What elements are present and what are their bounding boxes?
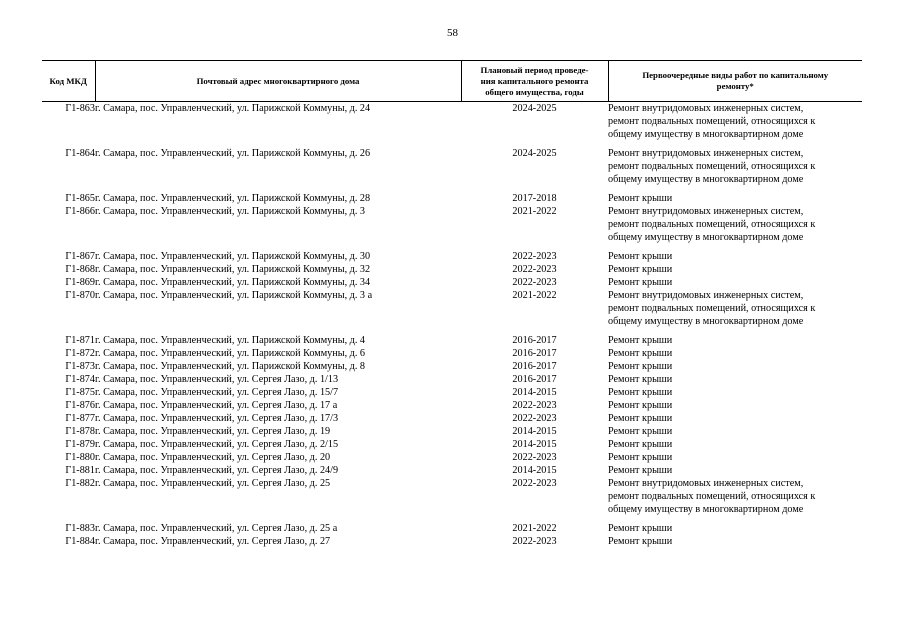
mkd-code: Г1-869 [65, 277, 95, 288]
postal-address: г. Самара, пос. Управленческий, ул. Сергея Лазо, д. 20 [95, 452, 331, 463]
table-header [42, 61, 862, 102]
table-row [42, 535, 862, 548]
repair-works [608, 334, 862, 347]
repair-works [608, 522, 862, 535]
repair-works [608, 386, 862, 399]
mkd-code: Г1-883 [65, 523, 95, 534]
repair-works [608, 477, 862, 522]
repair-works-line: Ремонт крыши [608, 452, 673, 463]
table-row [42, 412, 862, 425]
header-works: Первоочередные виды работ по капитальному ремонту* [608, 61, 862, 102]
repair-works-line: Ремонт крыши [608, 536, 673, 547]
repair-works [608, 425, 862, 438]
mkd-code: Г1-874 [65, 374, 95, 385]
repair-period: 2022-2023 [512, 413, 557, 424]
mkd-code: Г1-864 [65, 148, 95, 159]
mkd-code: Г1-881 [65, 465, 95, 476]
housing-register-table [42, 60, 862, 548]
repair-works-line: Ремонт крыши [608, 251, 673, 262]
repair-works-line: Ремонт крыши [608, 523, 673, 534]
postal-address: г. Самара, пос. Управленческий, ул. Парижской Коммуны, д. 24 [95, 103, 371, 114]
postal-address: г. Самара, пос. Управленческий, ул. Сергея Лазо, д. 1/13 [95, 374, 339, 385]
repair-period: 2014-2015 [512, 439, 557, 450]
repair-works [608, 102, 862, 148]
repair-works [608, 250, 862, 263]
repair-period: 2014-2015 [512, 426, 557, 437]
repair-works [608, 347, 862, 360]
mkd-code: Г1-863 [65, 103, 95, 114]
repair-works-line: Ремонт крыши [608, 439, 673, 450]
repair-works [608, 192, 862, 205]
repair-period: 2021-2022 [512, 523, 557, 534]
repair-works-line: Ремонт крыши [608, 387, 673, 398]
repair-period: 2024-2025 [512, 148, 557, 159]
repair-works-line: Ремонт крыши [608, 413, 673, 424]
postal-address: г. Самара, пос. Управленческий, ул. Сергея Лазо, д. 2/15 [95, 439, 339, 450]
repair-works-line: Ремонт крыши [608, 361, 673, 372]
repair-works [608, 205, 862, 250]
repair-works [608, 412, 862, 425]
mkd-code: Г1-871 [65, 335, 95, 346]
mkd-code: Г1-882 [65, 478, 95, 489]
repair-works [608, 289, 862, 334]
repair-works-line: Ремонт внутридомовых инженерных систем, [608, 478, 804, 489]
page-number: 58 [447, 27, 458, 39]
repair-works-line: Ремонт крыши [608, 193, 673, 204]
repair-works [608, 399, 862, 412]
repair-works [608, 438, 862, 451]
repair-period: 2022-2023 [512, 400, 557, 411]
repair-works [608, 451, 862, 464]
postal-address: г. Самара, пос. Управленческий, ул. Парижской Коммуны, д. 26 [95, 148, 371, 159]
repair-period: 2014-2015 [512, 387, 557, 398]
repair-works-line: Ремонт внутридомовых инженерных систем, [608, 290, 804, 301]
header-period: Плановый период проведе- ния капитального ремонта общего имущества, годы [461, 61, 608, 102]
postal-address: г. Самара, пос. Управленческий, ул. Сергея Лазо, д. 25 а [95, 523, 338, 534]
repair-period: 2021-2022 [512, 206, 557, 217]
table-row [42, 425, 862, 438]
mkd-code: Г1-866 [65, 206, 95, 217]
repair-period: 2022-2023 [512, 536, 557, 547]
repair-works-line: общему имуществу в многоквартирном доме [608, 174, 804, 185]
repair-works-line: Ремонт внутридомовых инженерных систем, [608, 148, 804, 159]
postal-address: г. Самара, пос. Управленческий, ул. Сергея Лазо, д. 25 [95, 478, 331, 489]
mkd-code: Г1-870 [65, 290, 95, 301]
postal-address: г. Самара, пос. Управленческий, ул. Парижской Коммуны, д. 3 [95, 206, 366, 217]
table-row [42, 438, 862, 451]
table-row [42, 360, 862, 373]
table-row [42, 276, 862, 289]
repair-period: 2022-2023 [512, 264, 557, 275]
mkd-code: Г1-879 [65, 439, 95, 450]
repair-works-line: ремонт подвальных помещений, относящихся к [608, 161, 816, 172]
repair-works-line: Ремонт крыши [608, 400, 673, 411]
header-row [42, 61, 862, 102]
mkd-code: Г1-872 [65, 348, 95, 359]
repair-period: 2016-2017 [512, 361, 557, 372]
repair-period: 2024-2025 [512, 103, 557, 114]
postal-address: г. Самара, пос. Управленческий, ул. Сергея Лазо, д. 17/3 [95, 413, 339, 424]
postal-address: г. Самара, пос. Управленческий, ул. Парижской Коммуны, д. 8 [95, 361, 366, 372]
mkd-code: Г1-865 [65, 193, 95, 204]
repair-works [608, 373, 862, 386]
table-row [42, 250, 862, 263]
table-row [42, 102, 862, 148]
repair-period: 2022-2023 [512, 452, 557, 463]
repair-works-line: ремонт подвальных помещений, относящихся к [608, 116, 816, 127]
repair-works [608, 263, 862, 276]
repair-period: 2022-2023 [512, 478, 557, 489]
table-row [42, 399, 862, 412]
repair-works-line: ремонт подвальных помещений, относящихся к [608, 491, 816, 502]
mkd-code: Г1-880 [65, 452, 95, 463]
repair-works [608, 276, 862, 289]
repair-works-line: общему имуществу в многоквартирном доме [608, 316, 804, 327]
repair-period: 2016-2017 [512, 348, 557, 359]
postal-address: г. Самара, пос. Управленческий, ул. Сергея Лазо, д. 19 [95, 426, 331, 437]
mkd-code: Г1-875 [65, 387, 95, 398]
mkd-code: Г1-873 [65, 361, 95, 372]
repair-period: 2014-2015 [512, 465, 557, 476]
repair-works-line: Ремонт внутридомовых инженерных систем, [608, 103, 804, 114]
postal-address: г. Самара, пос. Управленческий, ул. Парижской Коммуны, д. 34 [95, 277, 371, 288]
repair-period: 2022-2023 [512, 251, 557, 262]
postal-address: г. Самара, пос. Управленческий, ул. Парижской Коммуны, д. 32 [95, 264, 371, 275]
repair-period: 2022-2023 [512, 277, 557, 288]
table-row [42, 386, 862, 399]
table-row [42, 205, 862, 250]
mkd-code: Г1-867 [65, 251, 95, 262]
repair-works-line: Ремонт внутридомовых инженерных систем, [608, 206, 804, 217]
table-row [42, 263, 862, 276]
repair-works-line: Ремонт крыши [608, 277, 673, 288]
table-body [42, 102, 862, 549]
table-row [42, 347, 862, 360]
mkd-code: Г1-868 [65, 264, 95, 275]
table-row [42, 451, 862, 464]
repair-period: 2017-2018 [512, 193, 557, 204]
postal-address: г. Самара, пос. Управленческий, ул. Парижской Коммуны, д. 4 [95, 335, 366, 346]
postal-address: г. Самара, пос. Управленческий, ул. Сергея Лазо, д. 24/9 [95, 465, 339, 476]
table-row [42, 373, 862, 386]
repair-works-line: Ремонт крыши [608, 348, 673, 359]
table-row [42, 192, 862, 205]
mkd-code: Г1-877 [65, 413, 95, 424]
postal-address: г. Самара, пос. Управленческий, ул. Сергея Лазо, д. 17 а [95, 400, 338, 411]
repair-period: 2016-2017 [512, 335, 557, 346]
postal-address: г. Самара, пос. Управленческий, ул. Парижской Коммуны, д. 3 а [95, 290, 373, 301]
table-row [42, 464, 862, 477]
table-row [42, 147, 862, 192]
header-address: Почтовый адрес многоквартирного дома [95, 61, 461, 102]
repair-works-line: ремонт подвальных помещений, относящихся к [608, 303, 816, 314]
postal-address: г. Самара, пос. Управленческий, ул. Парижской Коммуны, д. 30 [95, 251, 371, 262]
repair-works-line: Ремонт крыши [608, 374, 673, 385]
mkd-code: Г1-884 [65, 536, 95, 547]
repair-works-line: общему имуществу в многоквартирном доме [608, 232, 804, 243]
repair-works [608, 147, 862, 192]
repair-period: 2021-2022 [512, 290, 557, 301]
repair-works-line: Ремонт крыши [608, 465, 673, 476]
postal-address: г. Самара, пос. Управленческий, ул. Сергея Лазо, д. 15/7 [95, 387, 339, 398]
mkd-code: Г1-876 [65, 400, 95, 411]
repair-works-line: Ремонт крыши [608, 264, 673, 275]
table-row [42, 289, 862, 334]
repair-works-line: Ремонт крыши [608, 335, 673, 346]
postal-address: г. Самара, пос. Управленческий, ул. Парижской Коммуны, д. 6 [95, 348, 366, 359]
repair-works [608, 360, 862, 373]
header-code: Код МКД [42, 61, 95, 102]
table-row [42, 477, 862, 522]
repair-works-line: общему имуществу в многоквартирном доме [608, 129, 804, 140]
repair-period: 2016-2017 [512, 374, 557, 385]
repair-works [608, 464, 862, 477]
postal-address: г. Самара, пос. Управленческий, ул. Сергея Лазо, д. 27 [95, 536, 331, 547]
table-row [42, 522, 862, 535]
repair-works-line: общему имуществу в многоквартирном доме [608, 504, 804, 515]
mkd-code: Г1-878 [65, 426, 95, 437]
table-row [42, 334, 862, 347]
postal-address: г. Самара, пос. Управленческий, ул. Парижской Коммуны, д. 28 [95, 193, 371, 204]
repair-works-line: Ремонт крыши [608, 426, 673, 437]
repair-works-line: ремонт подвальных помещений, относящихся к [608, 219, 816, 230]
repair-works [608, 535, 862, 548]
